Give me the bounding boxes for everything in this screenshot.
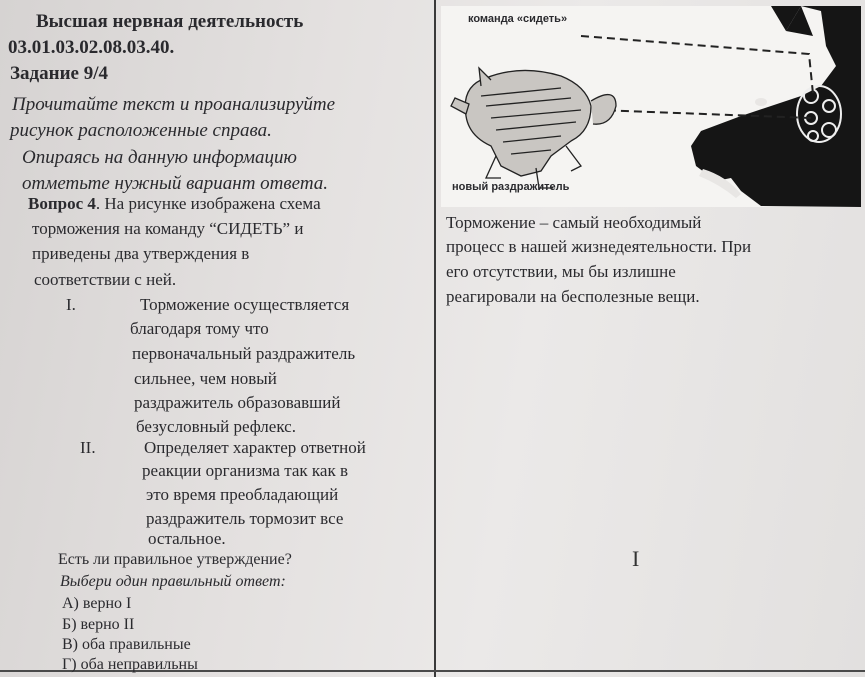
answer-option-d[interactable]: Г) оба неправильны (62, 656, 198, 673)
figure-label-new-stimulus: новый раздражитель (452, 181, 570, 193)
statement-2-line: реакции организма так как в (142, 461, 349, 480)
statement-2-line: Определяет характер ответной (144, 438, 366, 457)
explanation-line: процесс в нашей жизнедеятельности. При (446, 237, 752, 256)
statement-2-number: II. (80, 438, 96, 457)
task-number: Задание 9/4 (10, 63, 108, 84)
explanation-line: Торможение – самый необходимый (446, 213, 702, 232)
answer-option-b[interactable]: Б) верно II (62, 616, 135, 633)
instruction-line: отметьте нужный вариант ответа. (22, 173, 329, 194)
inhibition-figure (441, 6, 861, 207)
cat-dog-illustration (441, 6, 861, 207)
instruction-line: рисунок расположенные справа. (10, 120, 272, 141)
question-prompt: Есть ли правильное утверждение? (58, 551, 292, 568)
instruction-line: Прочитайте текст и проанализируйте (12, 94, 336, 115)
statement-1-line: Торможение осуществляется (140, 295, 350, 314)
statement-2-line: это время преобладающий (146, 485, 339, 504)
question-lead: . На рисунке изображена схема (95, 194, 321, 213)
statement-1-number: I. (66, 295, 76, 314)
figure-label-command: команда «сидеть» (468, 13, 568, 25)
cat-drawing (451, 68, 616, 188)
answer-option-c[interactable]: В) оба правильные (62, 636, 191, 653)
statement-1-line: сильнее, чем новый (134, 369, 277, 388)
explanation-line: реагировали на бесполезные вещи. (446, 287, 700, 306)
statement-1-line: раздражитель образовавший (134, 393, 341, 412)
statement-2-line: остальное. (148, 529, 226, 548)
choose-instruction: Выбери один правильный ответ: (60, 573, 286, 590)
explanation-line: его отсутствии, мы бы излишне (446, 262, 676, 281)
column-divider (434, 0, 436, 677)
statement-1-line: благодаря тому что (130, 319, 269, 338)
statement-1-line: безусловный рефлекс. (136, 417, 296, 436)
subject-title: Высшая нервная деятельность (36, 11, 304, 32)
text-cursor-icon: I (632, 546, 640, 571)
question-label: Вопрос 4 (28, 194, 96, 213)
question-heading (28, 195, 321, 212)
instruction-line: Опираясь на данную информацию (22, 147, 297, 168)
statement-2-line: раздражитель тормозит все (146, 509, 344, 528)
statement-1-line: первоначальный раздражитель (132, 344, 356, 363)
question-line: торможения на команду “СИДЕТЬ” и (32, 219, 304, 238)
task-code: 03.01.03.02.08.03.40. (8, 37, 175, 58)
question-line: приведены два утверждения в (32, 244, 250, 263)
answer-option-a[interactable]: А) верно I (62, 595, 132, 612)
command-dashed-line (581, 36, 813, 94)
question-line: соответствии с ней. (34, 270, 177, 289)
